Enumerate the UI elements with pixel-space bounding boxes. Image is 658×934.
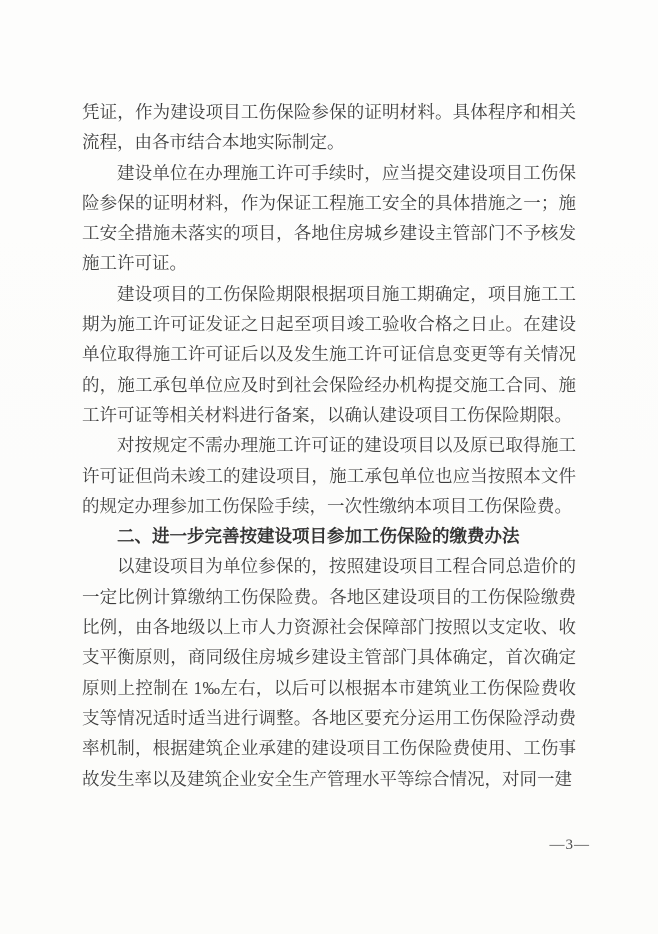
section-heading-2: 二、进一步完善按建设项目参加工伤保险的缴费办法 [117, 526, 520, 547]
document-body [82, 97, 576, 794]
page-number: —3— [549, 837, 590, 853]
paragraph-construction-permit: 建设单位在办理施工许可手续时，应当提交建设项目工伤保险参保的证明材料，作为保证工程施工安全的具体措施之一；施工安全措施未落实的项目，各地住房城乡建设主管部门不予核发施工许可证。 [82, 162, 576, 274]
paragraph-insurance-period: 建设项目的工伤保险期限根据项目施工期确定，项目施工工期为施工许可证发证之日起至项目竣工验收合格之日止。在建设单位取得施工许可证后以及发生施工许可证信息变更等有关情况的，施工承包单位应及时到社会保险经办机构提交施工合同、施工许可证等相关材料进行备案，以确认建设项目工伤保险期限。 [82, 283, 576, 425]
paragraph-continued: 凭证，作为建设项目工伤保险参保的证明材料。具体程序和相关流程，由各市结合本地实际制定。 [82, 102, 576, 153]
paragraph-payment-method: 以建设项目为单位参保的，按照建设项目工程合同总造价的一定比例计算缴纳工伤保险费。各地区建设项目的工伤保险缴费比例，由各地级以上市人力资源社会保障部门按照以支定收、收支平衡原则，商同级住房城乡建设主管部门具体确定，首次确定原则上控制在 1‰左右，以后可以根据本市建筑业工伤保险费收支等情况适时适当进行调整。各地区要充分运用工伤保险浮动费率机制，根据建筑企业承建的建设项目工伤保险费使用、工伤事故发生率以及建筑企业安全生产管理水平等综合情况，对同一建 [82, 556, 576, 789]
paragraph-no-permit-projects: 对按规定不需办理施工许可证的建设项目以及原已取得施工许可证但尚未竣工的建设项目，施工承包单位也应当按照本文件的规定办理参加工伤保险手续，一次性缴纳本项目工伤保险费。 [82, 435, 576, 516]
